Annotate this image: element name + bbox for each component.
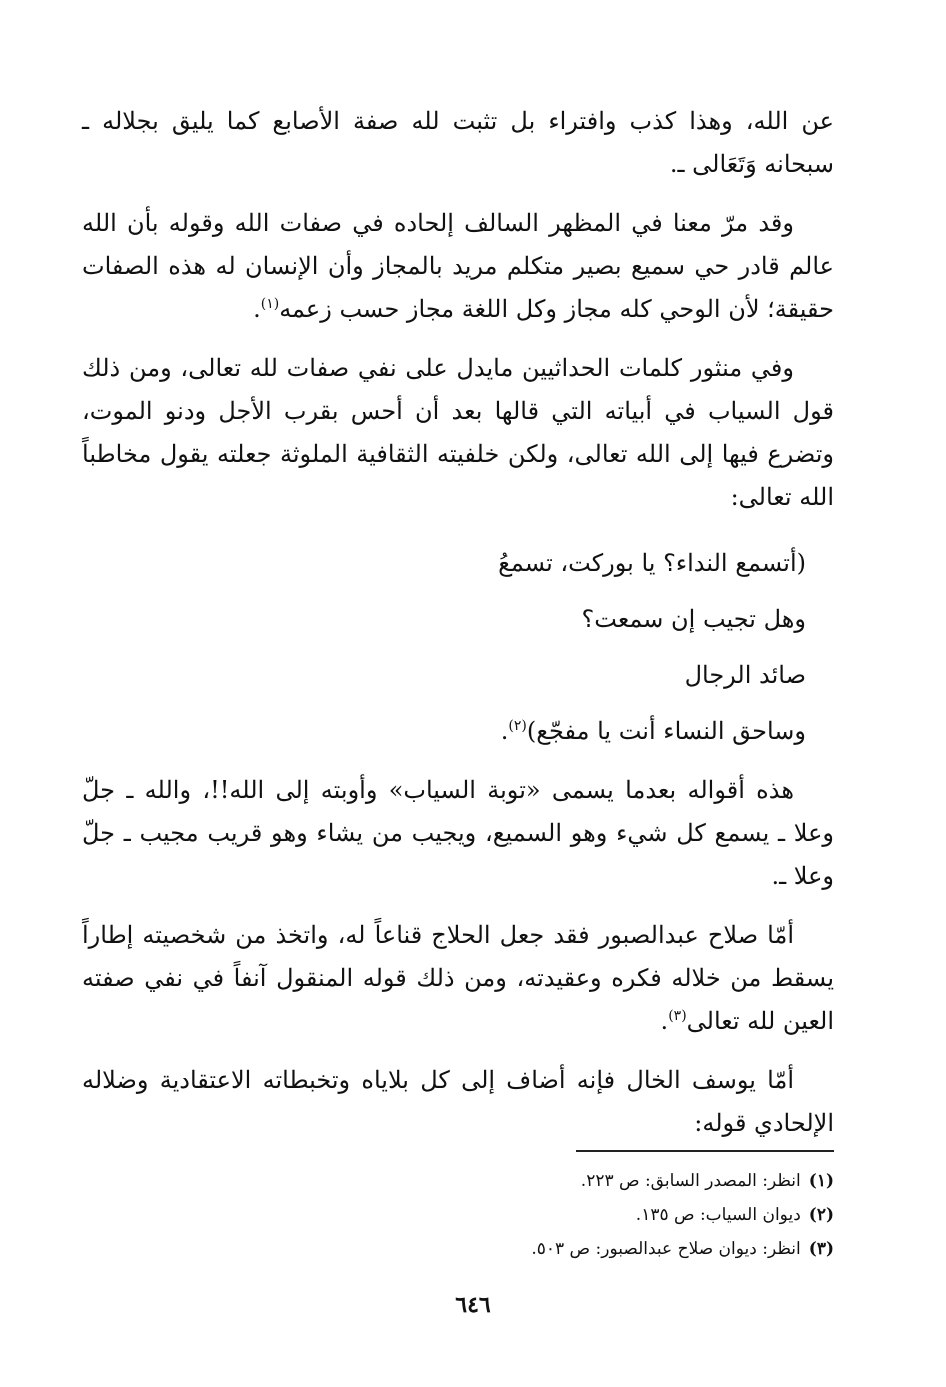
footnote-separator: [576, 1150, 834, 1152]
page-number: ٦٤٦: [455, 1292, 491, 1318]
paragraph-4-text: هذه أقواله بعدما يسمى «توبة السياب» وأوبته إلى الله!!، والله ـ جلّ وعلا ـ يسمع كل شيء وهو السميع، ويجيب من يشاء وهو قريب مجيب ـ جلّ وعلا ـ.: [82, 776, 834, 890]
paragraph-6: [82, 1059, 834, 1145]
poem-line-1: (أتسمع النداء؟ يا بوركت، تسمعُ: [498, 549, 806, 577]
paragraph-3: [82, 347, 834, 519]
paragraph-1: [82, 100, 834, 186]
footnote-2: [234, 1198, 834, 1232]
poem-line-4-text: وساحق النساء أنت يا مفجّع): [526, 717, 806, 745]
footnote-3: [234, 1232, 834, 1266]
paragraph-2: [82, 202, 834, 331]
footnotes: [234, 1164, 834, 1266]
sentence-end: .: [253, 295, 261, 323]
poem-line-3: صائد الرجال: [684, 661, 806, 689]
paragraph-5-text: أمّا صلاح عبدالصبور فقد جعل الحلاج قناعاً له، واتخذ من شخصيته إطاراً يسقط من خلاله فكره وعقيدته، ومن ذلك قوله المنقول آنفاً في نفي صفته العين لله تعالى: [82, 921, 834, 1035]
footnote-number: (٣): [808, 1239, 834, 1259]
footnote-text: انظر: ديوان صلاح عبدالصبور: ص ٥٠٣.: [531, 1239, 801, 1259]
paragraph-1-text: عن الله، وهذا كذب وافتراء بل تثبت لله صفة الأصابع كما يليق بجلاله ـ سبحانه وَتَعَالى ـ.: [82, 107, 834, 178]
sentence-end: .: [500, 717, 509, 745]
footnote-text: ديوان السياب: ص ١٣٥.: [635, 1205, 801, 1225]
main-text: [82, 100, 834, 1161]
footnote-marker-1: (١): [260, 296, 280, 312]
sentence-end: .: [660, 1007, 669, 1035]
paragraph-6-text: أمّا يوسف الخال فإنه أضاف إلى كل بلاياه وتخبطاته الاعتقادية وضلاله الإلحادي قوله:: [82, 1066, 834, 1137]
footnote-1: [234, 1164, 834, 1198]
footnote-number: (١): [808, 1171, 834, 1191]
paragraph-4: [82, 769, 834, 898]
paragraph-5: [82, 914, 834, 1043]
poem: [82, 535, 834, 759]
footnote-number: (٢): [808, 1205, 834, 1225]
poem-line-4: [82, 703, 806, 759]
poem-line-2: وهل تجيب إن سمعت؟: [581, 605, 806, 633]
footnote-marker-2: (٢): [508, 718, 527, 734]
paragraph-3-text: وفي منثور كلمات الحداثيين مايدل على نفي صفات لله تعالى، ومن ذلك قول السياب في أبياته التي قالها بعد أن أحس بقرب الأجل ودنو الموت، وتضرع فيها إلى الله تعالى، ولكن خلفيته الثقافية الملوثة جعلته يقول مخاطباً الله تعالى:: [82, 354, 834, 511]
paragraph-2-text: وقد مرّ معنا في المظهر السالف إلحاده في صفات الله وقوله بأن الله عالم قادر حي سميع بصير متكلم مريد بالمجاز وأن الإنسان له هذه الصفات حقيقة؛ لأن الوحي كله مجاز وكل اللغة مجاز حسب زعمه: [82, 209, 834, 323]
footnote-text: انظر: المصدر السابق: ص ٢٢٣.: [580, 1171, 801, 1191]
footnote-marker-3: (٣): [668, 1008, 687, 1024]
